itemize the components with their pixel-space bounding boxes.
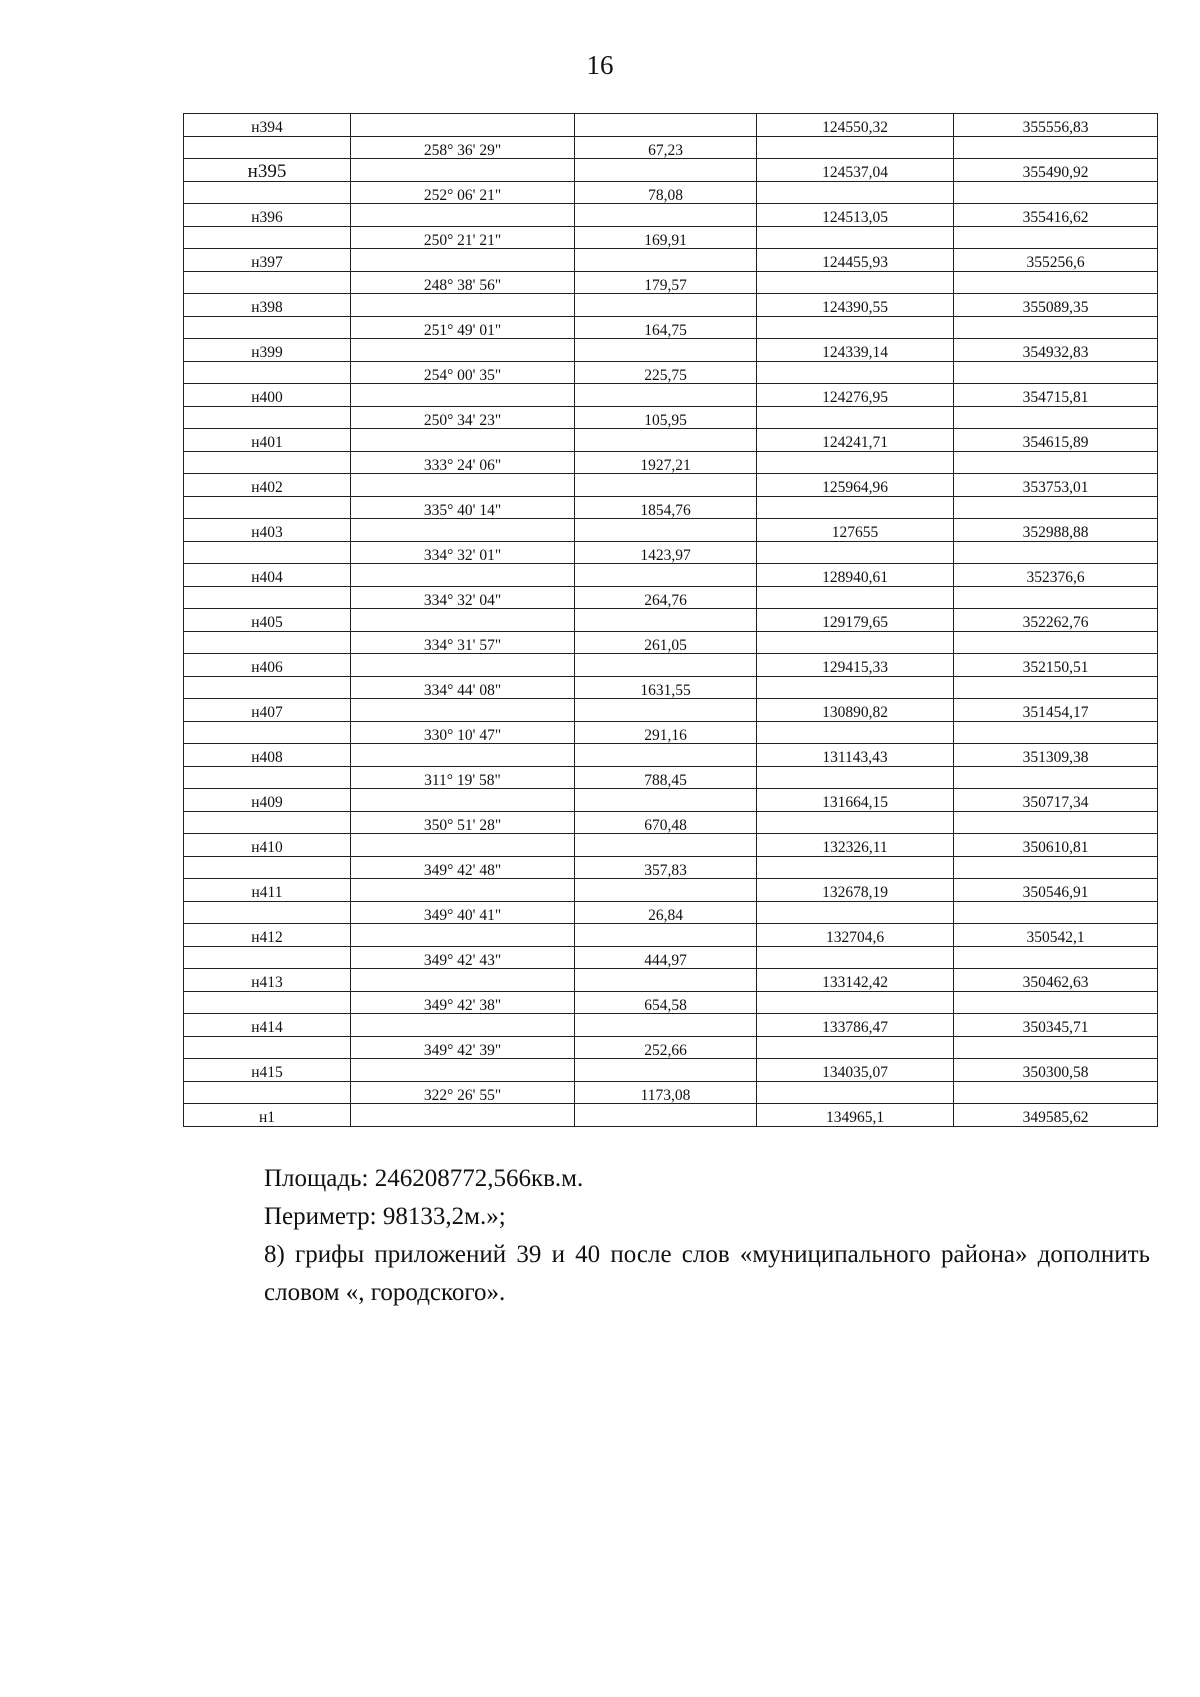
x-coordinate-cell xyxy=(757,451,954,474)
table-row xyxy=(184,451,1158,474)
angle-cell: 250° 34' 23" xyxy=(351,406,575,429)
angle-cell xyxy=(351,654,575,677)
length-cell xyxy=(575,519,757,542)
length-cell: 1173,08 xyxy=(575,1081,757,1104)
table-row xyxy=(184,316,1158,339)
y-coordinate-cell: 352376,6 xyxy=(954,564,1158,587)
coordinates-table-body xyxy=(184,114,1158,1127)
x-coordinate-cell: 131143,43 xyxy=(757,744,954,767)
point-cell xyxy=(184,721,351,744)
point-cell: н398 xyxy=(184,294,351,317)
table-row xyxy=(184,294,1158,317)
angle-cell: 251° 49' 01" xyxy=(351,316,575,339)
y-coordinate-cell: 354932,83 xyxy=(954,339,1158,362)
y-coordinate-cell: 354615,89 xyxy=(954,429,1158,452)
table-row xyxy=(184,901,1158,924)
table-row xyxy=(184,789,1158,812)
y-coordinate-cell xyxy=(954,226,1158,249)
point-cell: н403 xyxy=(184,519,351,542)
x-coordinate-cell: 124390,55 xyxy=(757,294,954,317)
point-cell xyxy=(184,946,351,969)
angle-cell: 334° 44' 08" xyxy=(351,676,575,699)
x-coordinate-cell xyxy=(757,946,954,969)
y-coordinate-cell xyxy=(954,766,1158,789)
table-row xyxy=(184,1104,1158,1127)
y-coordinate-cell xyxy=(954,541,1158,564)
table-row xyxy=(184,496,1158,519)
x-coordinate-cell: 129415,33 xyxy=(757,654,954,677)
angle-cell xyxy=(351,294,575,317)
x-coordinate-cell: 134035,07 xyxy=(757,1059,954,1082)
x-coordinate-cell xyxy=(757,271,954,294)
table-row xyxy=(184,721,1158,744)
table-row xyxy=(184,946,1158,969)
angle-cell: 258° 36' 29" xyxy=(351,136,575,159)
y-coordinate-cell xyxy=(954,586,1158,609)
table-row xyxy=(184,204,1158,227)
y-coordinate-cell: 355089,35 xyxy=(954,294,1158,317)
length-cell: 78,08 xyxy=(575,181,757,204)
point-cell: н404 xyxy=(184,564,351,587)
length-cell: 164,75 xyxy=(575,316,757,339)
angle-cell xyxy=(351,429,575,452)
x-coordinate-cell xyxy=(757,856,954,879)
table-row xyxy=(184,609,1158,632)
table-row xyxy=(184,1036,1158,1059)
y-coordinate-cell xyxy=(954,811,1158,834)
length-cell: 1854,76 xyxy=(575,496,757,519)
y-coordinate-cell xyxy=(954,1036,1158,1059)
point-cell: н400 xyxy=(184,384,351,407)
length-cell xyxy=(575,249,757,272)
point-cell: н1 xyxy=(184,1104,351,1127)
table-row xyxy=(184,136,1158,159)
x-coordinate-cell: 124455,93 xyxy=(757,249,954,272)
x-coordinate-cell xyxy=(757,541,954,564)
y-coordinate-cell xyxy=(954,361,1158,384)
angle-cell xyxy=(351,474,575,497)
angle-cell: 334° 32' 04" xyxy=(351,586,575,609)
y-coordinate-cell: 355490,92 xyxy=(954,159,1158,182)
length-cell xyxy=(575,1104,757,1127)
length-cell xyxy=(575,204,757,227)
x-coordinate-cell xyxy=(757,406,954,429)
angle-cell xyxy=(351,204,575,227)
length-cell xyxy=(575,609,757,632)
length-cell: 252,66 xyxy=(575,1036,757,1059)
x-coordinate-cell: 133786,47 xyxy=(757,1014,954,1037)
y-coordinate-cell: 349585,62 xyxy=(954,1104,1158,1127)
angle-cell xyxy=(351,249,575,272)
angle-cell: 330° 10' 47" xyxy=(351,721,575,744)
y-coordinate-cell: 350345,71 xyxy=(954,1014,1158,1037)
x-coordinate-cell xyxy=(757,721,954,744)
point-cell xyxy=(184,901,351,924)
table-row xyxy=(184,924,1158,947)
y-coordinate-cell: 350462,63 xyxy=(954,969,1158,992)
angle-cell: 311° 19' 58" xyxy=(351,766,575,789)
length-cell xyxy=(575,339,757,362)
y-coordinate-cell xyxy=(954,676,1158,699)
angle-cell: 248° 38' 56" xyxy=(351,271,575,294)
angle-cell: 334° 31' 57" xyxy=(351,631,575,654)
length-cell xyxy=(575,879,757,902)
point-cell xyxy=(184,586,351,609)
angle-cell: 350° 51' 28" xyxy=(351,811,575,834)
point-cell xyxy=(184,136,351,159)
table-row xyxy=(184,181,1158,204)
angle-cell: 322° 26' 55" xyxy=(351,1081,575,1104)
y-coordinate-cell xyxy=(954,316,1158,339)
document-text xyxy=(190,1160,1150,1312)
point-cell xyxy=(184,406,351,429)
x-coordinate-cell xyxy=(757,766,954,789)
x-coordinate-cell xyxy=(757,136,954,159)
area-line: Площадь: 246208772,566кв.м. xyxy=(264,1165,584,1192)
y-coordinate-cell xyxy=(954,721,1158,744)
y-coordinate-cell xyxy=(954,946,1158,969)
angle-cell: 349° 42' 39" xyxy=(351,1036,575,1059)
x-coordinate-cell: 125964,96 xyxy=(757,474,954,497)
y-coordinate-cell: 352988,88 xyxy=(954,519,1158,542)
angle-cell: 250° 21' 21" xyxy=(351,226,575,249)
point-cell: н402 xyxy=(184,474,351,497)
point-cell: н409 xyxy=(184,789,351,812)
y-coordinate-cell xyxy=(954,181,1158,204)
table-row xyxy=(184,834,1158,857)
point-cell: н412 xyxy=(184,924,351,947)
point-cell xyxy=(184,991,351,1014)
angle-cell xyxy=(351,519,575,542)
angle-cell: 349° 42' 48" xyxy=(351,856,575,879)
table-row xyxy=(184,429,1158,452)
point-cell: н414 xyxy=(184,1014,351,1037)
coordinates-table xyxy=(183,113,1158,1127)
perimeter-line: Периметр: 98133,2м.»; xyxy=(264,1203,506,1230)
item-8-paragraph: 8) грифы приложений 39 и 40 после слов «муниципального района» дополнить словом «, городского». xyxy=(264,1241,1150,1306)
x-coordinate-cell: 132326,11 xyxy=(757,834,954,857)
angle-cell: 254° 00' 35" xyxy=(351,361,575,384)
point-cell: н394 xyxy=(184,114,351,137)
angle-cell xyxy=(351,969,575,992)
x-coordinate-cell: 124550,32 xyxy=(757,114,954,137)
length-cell xyxy=(575,564,757,587)
y-coordinate-cell: 352262,76 xyxy=(954,609,1158,632)
length-cell: 1423,97 xyxy=(575,541,757,564)
angle-cell xyxy=(351,834,575,857)
y-coordinate-cell xyxy=(954,136,1158,159)
table-row xyxy=(184,856,1158,879)
length-cell xyxy=(575,834,757,857)
x-coordinate-cell xyxy=(757,496,954,519)
length-cell: 291,16 xyxy=(575,721,757,744)
point-cell xyxy=(184,361,351,384)
angle-cell: 333° 24' 06" xyxy=(351,451,575,474)
length-cell: 169,91 xyxy=(575,226,757,249)
point-cell: н406 xyxy=(184,654,351,677)
table-row xyxy=(184,361,1158,384)
length-cell: 788,45 xyxy=(575,766,757,789)
angle-cell xyxy=(351,159,575,182)
length-cell: 444,97 xyxy=(575,946,757,969)
y-coordinate-cell: 351454,17 xyxy=(954,699,1158,722)
x-coordinate-cell: 132704,6 xyxy=(757,924,954,947)
y-coordinate-cell: 352150,51 xyxy=(954,654,1158,677)
table-row xyxy=(184,271,1158,294)
table-row xyxy=(184,631,1158,654)
angle-cell: 349° 42' 38" xyxy=(351,991,575,1014)
point-cell: н407 xyxy=(184,699,351,722)
length-cell xyxy=(575,699,757,722)
x-coordinate-cell xyxy=(757,811,954,834)
x-coordinate-cell xyxy=(757,586,954,609)
y-coordinate-cell xyxy=(954,496,1158,519)
table-row xyxy=(184,699,1158,722)
table-row xyxy=(184,1014,1158,1037)
length-cell xyxy=(575,294,757,317)
y-coordinate-cell: 355556,83 xyxy=(954,114,1158,137)
table-row xyxy=(184,226,1158,249)
table-row xyxy=(184,879,1158,902)
length-cell: 264,76 xyxy=(575,586,757,609)
y-coordinate-cell xyxy=(954,406,1158,429)
angle-cell: 349° 42' 43" xyxy=(351,946,575,969)
table-row xyxy=(184,1059,1158,1082)
x-coordinate-cell xyxy=(757,901,954,924)
point-cell: н408 xyxy=(184,744,351,767)
x-coordinate-cell: 134965,1 xyxy=(757,1104,954,1127)
y-coordinate-cell xyxy=(954,631,1158,654)
table-row xyxy=(184,339,1158,362)
point-cell xyxy=(184,496,351,519)
table-row xyxy=(184,654,1158,677)
x-coordinate-cell xyxy=(757,1081,954,1104)
angle-cell xyxy=(351,924,575,947)
table-row xyxy=(184,474,1158,497)
length-cell xyxy=(575,1014,757,1037)
length-cell: 1927,21 xyxy=(575,451,757,474)
x-coordinate-cell: 128940,61 xyxy=(757,564,954,587)
length-cell: 26,84 xyxy=(575,901,757,924)
table-row xyxy=(184,114,1158,137)
table-row xyxy=(184,564,1158,587)
angle-cell xyxy=(351,114,575,137)
table-row xyxy=(184,811,1158,834)
x-coordinate-cell: 124537,04 xyxy=(757,159,954,182)
length-cell: 179,57 xyxy=(575,271,757,294)
table-row xyxy=(184,586,1158,609)
y-coordinate-cell: 350717,34 xyxy=(954,789,1158,812)
x-coordinate-cell: 130890,82 xyxy=(757,699,954,722)
point-cell xyxy=(184,1081,351,1104)
point-cell: н395 xyxy=(184,159,351,182)
length-cell xyxy=(575,384,757,407)
y-coordinate-cell xyxy=(954,991,1158,1014)
point-cell xyxy=(184,271,351,294)
x-coordinate-cell: 129179,65 xyxy=(757,609,954,632)
length-cell xyxy=(575,114,757,137)
point-cell xyxy=(184,856,351,879)
x-coordinate-cell: 124513,05 xyxy=(757,204,954,227)
table-row xyxy=(184,159,1158,182)
length-cell: 105,95 xyxy=(575,406,757,429)
table-row xyxy=(184,541,1158,564)
y-coordinate-cell xyxy=(954,1081,1158,1104)
angle-cell xyxy=(351,339,575,362)
angle-cell xyxy=(351,699,575,722)
y-coordinate-cell: 355256,6 xyxy=(954,249,1158,272)
x-coordinate-cell: 124339,14 xyxy=(757,339,954,362)
y-coordinate-cell xyxy=(954,856,1158,879)
point-cell xyxy=(184,181,351,204)
y-coordinate-cell xyxy=(954,271,1158,294)
table-row xyxy=(184,406,1158,429)
page-number: 16 xyxy=(586,50,614,80)
x-coordinate-cell xyxy=(757,631,954,654)
point-cell xyxy=(184,226,351,249)
y-coordinate-cell: 350546,91 xyxy=(954,879,1158,902)
length-cell: 670,48 xyxy=(575,811,757,834)
angle-cell xyxy=(351,879,575,902)
angle-cell xyxy=(351,564,575,587)
x-coordinate-cell xyxy=(757,316,954,339)
table-row xyxy=(184,676,1158,699)
length-cell xyxy=(575,429,757,452)
angle-cell xyxy=(351,789,575,812)
table-row xyxy=(184,744,1158,767)
x-coordinate-cell xyxy=(757,676,954,699)
length-cell xyxy=(575,159,757,182)
angle-cell xyxy=(351,1014,575,1037)
angle-cell xyxy=(351,1104,575,1127)
x-coordinate-cell: 131664,15 xyxy=(757,789,954,812)
angle-cell: 349° 40' 41" xyxy=(351,901,575,924)
x-coordinate-cell xyxy=(757,361,954,384)
point-cell xyxy=(184,631,351,654)
length-cell xyxy=(575,1059,757,1082)
y-coordinate-cell: 350542,1 xyxy=(954,924,1158,947)
angle-cell xyxy=(351,1059,575,1082)
table-row xyxy=(184,969,1158,992)
y-coordinate-cell: 353753,01 xyxy=(954,474,1158,497)
angle-cell xyxy=(351,609,575,632)
point-cell: н413 xyxy=(184,969,351,992)
point-cell: н396 xyxy=(184,204,351,227)
x-coordinate-cell: 124276,95 xyxy=(757,384,954,407)
y-coordinate-cell xyxy=(954,901,1158,924)
point-cell: н411 xyxy=(184,879,351,902)
x-coordinate-cell xyxy=(757,1036,954,1059)
table-row xyxy=(184,519,1158,542)
point-cell xyxy=(184,766,351,789)
x-coordinate-cell xyxy=(757,991,954,1014)
x-coordinate-cell xyxy=(757,226,954,249)
length-cell xyxy=(575,789,757,812)
point-cell: н401 xyxy=(184,429,351,452)
point-cell xyxy=(184,451,351,474)
point-cell: н405 xyxy=(184,609,351,632)
length-cell xyxy=(575,924,757,947)
x-coordinate-cell xyxy=(757,181,954,204)
table-row xyxy=(184,991,1158,1014)
length-cell: 261,05 xyxy=(575,631,757,654)
y-coordinate-cell: 350610,81 xyxy=(954,834,1158,857)
angle-cell: 335° 40' 14" xyxy=(351,496,575,519)
point-cell: н415 xyxy=(184,1059,351,1082)
point-cell xyxy=(184,316,351,339)
point-cell xyxy=(184,1036,351,1059)
point-cell: н410 xyxy=(184,834,351,857)
angle-cell: 334° 32' 01" xyxy=(351,541,575,564)
length-cell: 1631,55 xyxy=(575,676,757,699)
x-coordinate-cell: 133142,42 xyxy=(757,969,954,992)
y-coordinate-cell: 351309,38 xyxy=(954,744,1158,767)
length-cell: 67,23 xyxy=(575,136,757,159)
length-cell: 654,58 xyxy=(575,991,757,1014)
y-coordinate-cell xyxy=(954,451,1158,474)
point-cell xyxy=(184,541,351,564)
y-coordinate-cell: 354715,81 xyxy=(954,384,1158,407)
point-cell: н399 xyxy=(184,339,351,362)
length-cell: 225,75 xyxy=(575,361,757,384)
angle-cell xyxy=(351,384,575,407)
length-cell xyxy=(575,654,757,677)
point-cell xyxy=(184,676,351,699)
angle-cell: 252° 06' 21" xyxy=(351,181,575,204)
point-cell: н397 xyxy=(184,249,351,272)
length-cell xyxy=(575,744,757,767)
x-coordinate-cell: 132678,19 xyxy=(757,879,954,902)
table-row xyxy=(184,766,1158,789)
length-cell xyxy=(575,969,757,992)
table-row xyxy=(184,1081,1158,1104)
x-coordinate-cell: 124241,71 xyxy=(757,429,954,452)
length-cell: 357,83 xyxy=(575,856,757,879)
angle-cell xyxy=(351,744,575,767)
point-cell xyxy=(184,811,351,834)
table-row xyxy=(184,249,1158,272)
x-coordinate-cell: 127655 xyxy=(757,519,954,542)
table-row xyxy=(184,384,1158,407)
length-cell xyxy=(575,474,757,497)
y-coordinate-cell: 355416,62 xyxy=(954,204,1158,227)
y-coordinate-cell: 350300,58 xyxy=(954,1059,1158,1082)
